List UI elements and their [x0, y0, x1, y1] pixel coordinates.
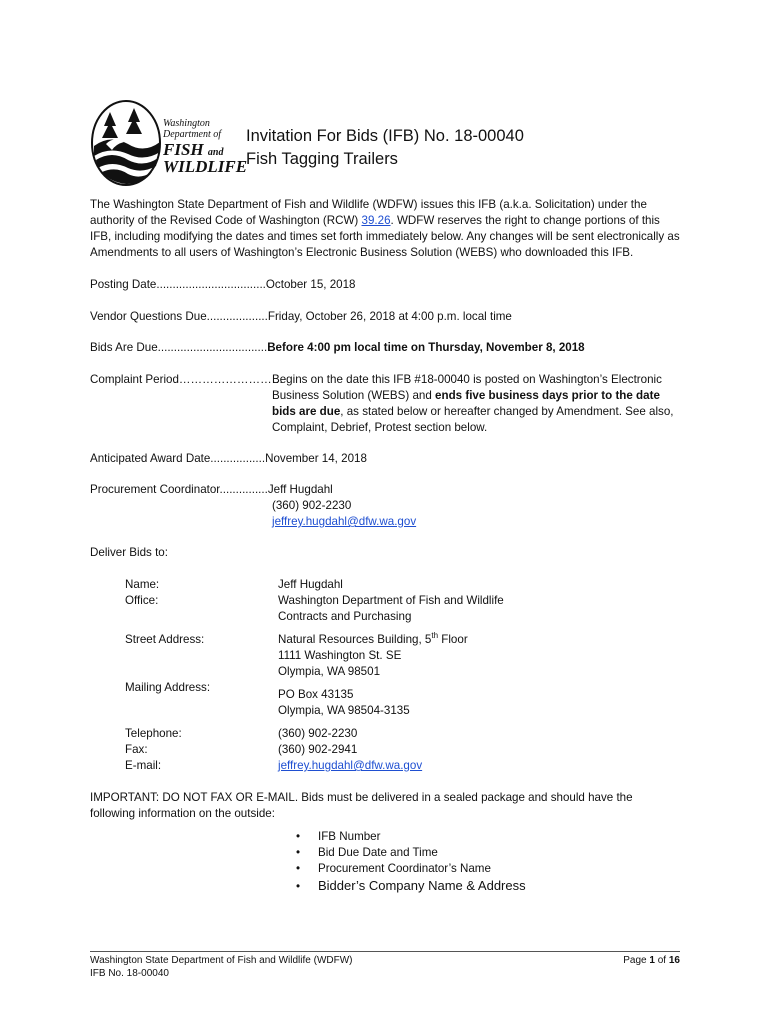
- logo-line-washington: Washington: [163, 118, 210, 129]
- bullet-item: [296, 861, 491, 877]
- bullet-icon: •: [296, 862, 301, 875]
- bullet-icon: •: [296, 830, 301, 843]
- wdfw-logo: [88, 98, 248, 188]
- street-floor: Floor: [438, 633, 468, 646]
- page-mid: of: [654, 955, 669, 966]
- page-total: 16: [668, 955, 680, 966]
- deliver-telephone-value: (360) 902-2230: [278, 727, 358, 740]
- deliver-fax-value: (360) 902-2941: [278, 743, 358, 756]
- bullet-text: Procurement Coordinator’s Name: [318, 862, 491, 875]
- footer-divider: [90, 951, 680, 952]
- complaint-text-bold: ends five business days prior to the date bids are due: [272, 389, 660, 418]
- logo-line-department: Department of: [163, 129, 222, 140]
- deliver-office-label: Office:: [125, 594, 159, 607]
- intro-paragraph: [90, 197, 680, 261]
- page-prefix: Page: [623, 955, 650, 966]
- coordinator-email-link[interactable]: jeffrey.hugdahl@dfw.wa.gov: [272, 515, 417, 528]
- rcw-link[interactable]: 39.26: [361, 214, 391, 227]
- award-date-value: November 14, 2018: [265, 452, 367, 465]
- deliver-name-label: Name:: [125, 578, 160, 591]
- deliver-mailing-value-1: PO Box 43135: [278, 688, 354, 701]
- deliver-office-value-2: Contracts and Purchasing: [278, 610, 412, 623]
- important-paragraph: IMPORTANT: DO NOT FAX OR E-MAIL. Bids must be delivered in a sealed package and should have the following information on the outside:: [90, 791, 633, 820]
- bullet-item: [296, 829, 381, 845]
- intro-text-1: The Washington State Department of Fish and Wildlife (WDFW) issues this IFB (a.k.a. Solicitation) under the authority of the Revised Code of Washington (RCW): [90, 198, 647, 227]
- bids-due-row: [90, 340, 585, 356]
- intro-text-2: . WDFW reserves the right to change portions of this IFB, including modifying the dates and times set forth immediately below. Any changes will be sent electronically as Amendments to all users of Washington’s Electronic Business Solution (WEBS) who downloaded this IFB.: [90, 214, 680, 259]
- bids-due-value: Before 4:00 pm local time on Thursday, November 8, 2018: [267, 341, 585, 354]
- deliver-street-value-1: [278, 632, 468, 648]
- deliver-street-value-2: 1111 Washington St. SE: [278, 649, 402, 662]
- vendor-questions-row: [90, 309, 512, 325]
- deliver-email-label: E-mail:: [125, 759, 162, 772]
- bullet-item: [296, 845, 438, 861]
- deliver-fax-label: Fax:: [125, 743, 148, 756]
- deliver-street-label: Street Address:: [125, 633, 205, 646]
- page-current: 1: [649, 955, 655, 966]
- coordinator-row: [90, 482, 333, 498]
- deliver-heading: Deliver Bids to:: [90, 546, 168, 559]
- vendor-questions-value: Friday, October 26, 2018 at 4:00 p.m. local time: [267, 310, 512, 323]
- footer-page-number: [623, 954, 680, 968]
- deliver-street-value-3: Olympia, WA 98501: [278, 665, 381, 678]
- deliver-email-link[interactable]: jeffrey.hugdahl@dfw.wa.gov: [278, 759, 423, 772]
- bullet-text: IFB Number: [318, 830, 381, 843]
- vendor-questions-label: Vendor Questions Due...................: [90, 310, 268, 323]
- deliver-mailing-value-2: Olympia, WA 98504-3135: [278, 704, 410, 717]
- coordinator-label: Procurement Coordinator...............: [90, 483, 268, 496]
- bullet-item: [296, 877, 526, 895]
- bullet-text: Bid Due Date and Time: [318, 846, 438, 859]
- coordinator-name: Jeff Hugdahl: [267, 483, 333, 496]
- street-building: Natural Resources Building, 5: [278, 633, 432, 646]
- complaint-text-2: , as stated below or hereafter changed by Amendment. See also, Complaint, Debrief, Protest section below.: [272, 405, 674, 434]
- complaint-period-label: Complaint Period………………………: [90, 373, 284, 386]
- award-date-row: [90, 451, 367, 467]
- posting-date-label: Posting Date..................................: [90, 278, 266, 291]
- posting-date-row: [90, 277, 356, 293]
- fish-wildlife-emblem-icon: [88, 98, 168, 188]
- bullet-text: Bidder’s Company Name & Address: [318, 878, 526, 893]
- coordinator-phone: (360) 902-2230: [272, 499, 352, 512]
- deliver-telephone-label: Telephone:: [125, 727, 182, 740]
- posting-date-value: October 15, 2018: [265, 278, 356, 291]
- bids-due-label: Bids Are Due..................................: [90, 341, 268, 354]
- page-subtitle: Fish Tagging Trailers: [246, 150, 398, 168]
- bullet-icon: •: [296, 880, 301, 893]
- deliver-office-value-1: Washington Department of Fish and Wildlife: [278, 594, 504, 607]
- deliver-name-value: Jeff Hugdahl: [278, 578, 343, 591]
- logo-line-wildlife: WILDLIFE: [163, 157, 248, 176]
- award-date-label: Anticipated Award Date.................: [90, 452, 266, 465]
- footer-ifb: IFB No. 18-00040: [90, 968, 169, 979]
- complaint-period-text: [272, 372, 682, 436]
- footer-org: Washington State Department of Fish and Wildlife (WDFW): [90, 955, 353, 966]
- deliver-mailing-label: Mailing Address:: [125, 681, 211, 694]
- bullet-icon: •: [296, 846, 301, 859]
- complaint-text-1: Begins on the date this IFB #18-00040 is posted on Washington’s Electronic Business Solution (WEBS) and: [272, 373, 662, 402]
- page-title: Invitation For Bids (IFB) No. 18-00040: [246, 127, 524, 145]
- logo-fish: FISH: [163, 140, 204, 159]
- street-floor-suffix: th: [431, 631, 439, 641]
- logo-and: and: [207, 147, 224, 158]
